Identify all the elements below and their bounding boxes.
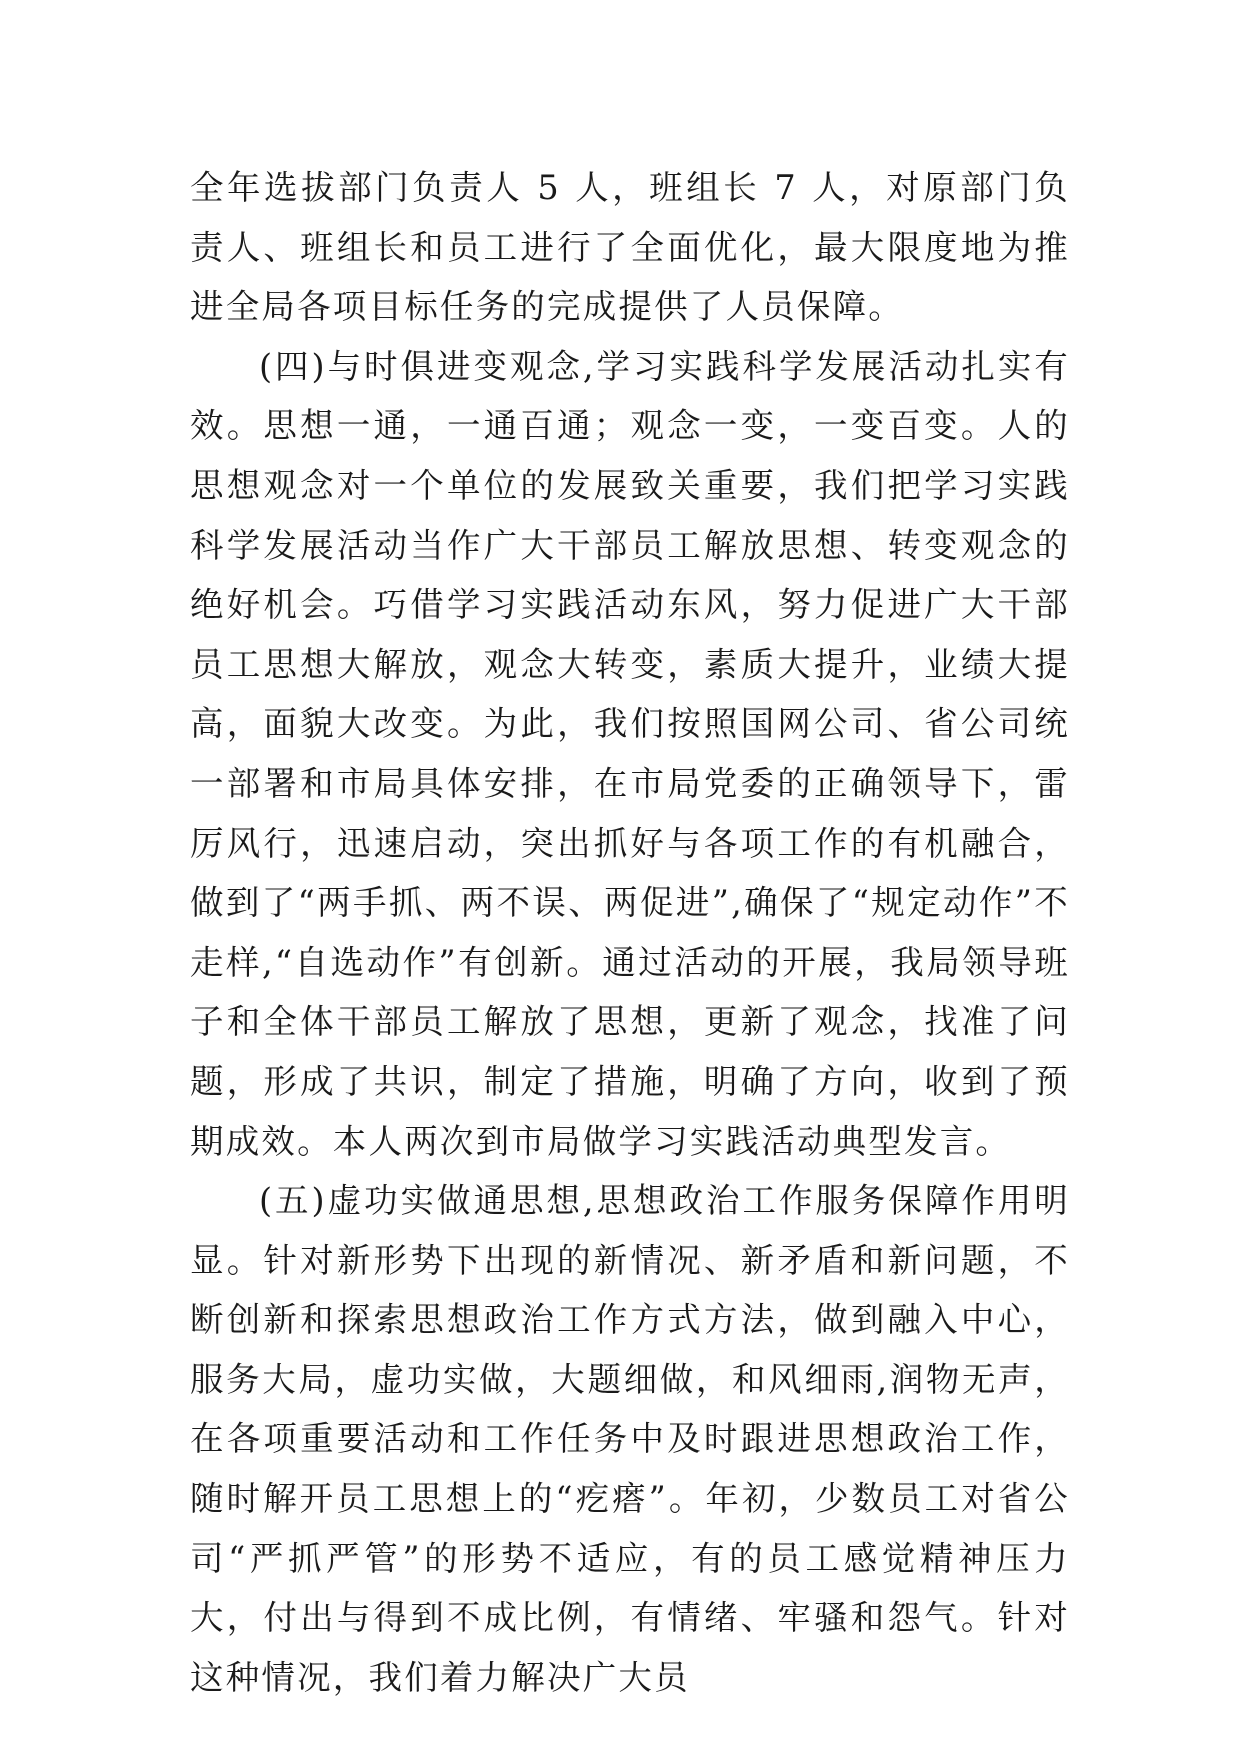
- paragraph-3-section-five: (五)虚功实做通思想,思想政治工作服务保障作用明显。针对新形势下出现的新情况、新矛盾和新问题，不断创新和探索思想政治工作方式方法，做到融入中心，服务大局，虚功实做，大题细做，和风细雨,润物无声，在各项重要活动和工作任务中及时跟进思想政治工作，随时解开员工思想上的“疙瘩”。年初，少数员工对省公司“严抓严管”的形势不适应，有的员工感觉精神压力大，付出与得到不成比例，有情绪、牢骚和怨气。针对这种情况，我们着力解决广大员: [190, 1181, 1070, 1697]
- document-body: [190, 158, 1070, 1707]
- paragraph-2-section-four: (四)与时俱进变观念,学习实践科学发展活动扎实有效。思想一通，一通百通；观念一变，一变百变。人的思想观念对一个单位的发展致关重要，我们把学习实践科学发展活动当作广大干部员工解放思想、转变观念的绝好机会。巧借学习实践活动东风，努力促进广大干部员工思想大解放，观念大转变，素质大提升，业绩大提高，面貌大改变。为此，我们按照国网公司、省公司统一部署和市局具体安排，在市局党委的正确领导下，雷厉风行，迅速启动，突出抓好与各项工作的有机融合，做到了“两手抓、两不误、两促进”,确保了“规定动作”不走样,“自选动作”有创新。通过活动的开展，我局领导班子和全体干部员工解放了思想，更新了观念，找准了问题，形成了共识，制定了措施，明确了方向，收到了预期成效。本人两次到市局做学习实践活动典型发言。: [190, 346, 1070, 1161]
- paragraph-1: 全年选拔部门负责人 5 人，班组长 7 人，对原部门负责人、班组长和员工进行了全面优化，最大限度地为推进全局各项目标任务的完成提供了人员保障。: [190, 168, 1070, 327]
